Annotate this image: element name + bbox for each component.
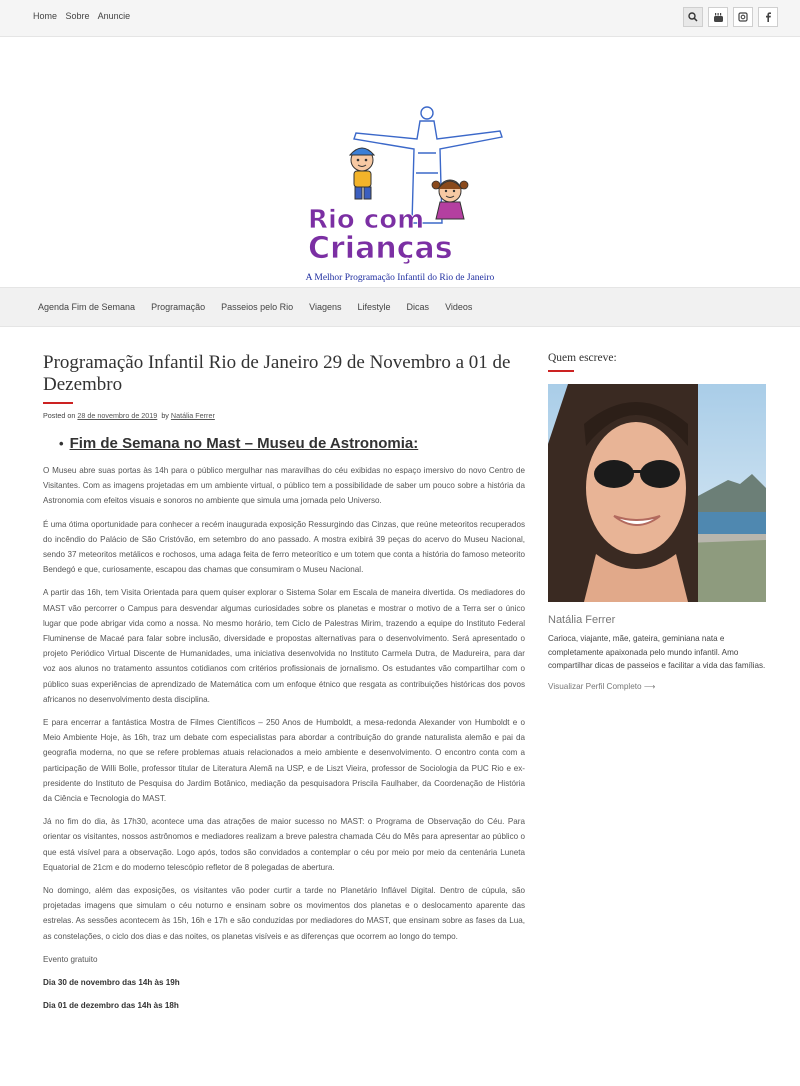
nav-item-viagens[interactable]: Viagens [309, 302, 342, 312]
author-photo [548, 384, 766, 602]
view-profile-link[interactable]: Visualizar Perfil Completo ⟶ [548, 681, 656, 691]
instagram-icon[interactable] [733, 7, 753, 27]
nav-item-lifestyle[interactable]: Lifestyle [357, 302, 391, 312]
top-nav-home[interactable]: Home [33, 11, 58, 21]
paragraph-6: No domingo, além das exposições, os visitantes vão poder curtir a tarde no Planetário Inflável Digital. Dentro de cúpula, são projetadas imagens que simulam o céu noturno e ensinam sobre os movimentos dos planetas e o deslocamento aparente das estrelas. As sessões acontecem às 15h, 16h e 17h e são conduzidas por mediadores do MAST, que ensinam sobre as fases da Lua, as constelações, o ciclo dos dias e das noites, os planetas visíveis e as diferenças que ocorrem ao longo do tempo. [43, 886, 525, 941]
schedule-saturday: Dia 30 de novembro das 14h às 19h [43, 978, 180, 988]
search-icon[interactable] [683, 7, 703, 27]
paragraph-5: Já no fim do dia, às 17h30, acontece uma das atrações de maior sucesso no MAST: o Programa de Observação do Céu. Para orientar os visitantes, nossos astrônomos e mediadores realizam a breve palestra chamada Céu do Mês para apresentar ao público o que está visível para a observação. Logo após, todos são convidados a contemplar o céu por meio por meio da centenária Luneta Equatorial de 21cm e do moderno telescópio refletor de 8 polegadas de abertura. [43, 817, 525, 872]
section-heading-text: Fim de Semana no Mast – Museu de Astronomia: [69, 435, 419, 452]
paragraph-2: É uma ótima oportunidade para conhecer a recém inaugurada exposição Ressurgindo das Cinzas, que reúne meteoritos recuperados do incêndio do Palácio de São Cristóvão, em setembro do ano passado. A mostra exibirá 39 peças do acervo do Museu Nacional, sendo 37 meteoritos metálicos e rochosos, uma adaga feita de ferro meteorítico e um totem que conta a história do famoso meteorito Bendegó e que, curiosamente, escapou das chamas que consumiram o Museu Nacional. [43, 519, 525, 575]
nav-item-agenda[interactable]: Agenda Fim de Semana [38, 302, 136, 312]
top-nav-sobre[interactable]: Sobre [65, 11, 90, 21]
facebook-icon[interactable] [758, 7, 778, 27]
social-icons [683, 7, 778, 27]
nav-item-dicas[interactable]: Dicas [406, 302, 430, 312]
bullet-icon: • [59, 436, 64, 451]
post-date-link[interactable]: 28 de novembro de 2019 [77, 411, 158, 420]
post-author-link[interactable]: Natália Ferrer [170, 411, 215, 420]
post-title: Programação Infantil Rio de Janeiro 29 de Novembro a 01 de Dezembro [43, 352, 511, 395]
section-heading [59, 435, 525, 452]
youtube-icon[interactable] [708, 7, 728, 27]
post-content [43, 352, 525, 1014]
site-tagline: A Melhor Programação Infantil do Rio de Janeiro [305, 273, 495, 283]
sidebar [548, 352, 766, 691]
site-header [0, 37, 800, 288]
author-bio: Carioca, viajante, mãe, gateira, geminiana nata e completamente apaixonada pelo mundo infantil. Amo compartilhar dicas de passeios e facilitar a vida das famílias. [548, 634, 766, 670]
paragraph-1: O Museu abre suas portas às 14h para o público mergulhar nas maravilhas do céu exibidas no espaço imersivo do novo Centro de Visitantes. Com as imagens projetadas em um ambiente virtual, o público tem a possibilidade de saber um pouco sobre a história da Astronomia com efeitos visuais e sonoros no ambiente que simula uma jornada pelo Universo. [43, 466, 525, 506]
posted-on-label: Posted on [43, 411, 76, 420]
post-meta [43, 411, 525, 420]
logo-text-line1: Rio com [308, 205, 425, 235]
author-name: Natália Ferrer [548, 614, 616, 626]
top-bar [0, 0, 800, 37]
nav-item-videos[interactable]: Videos [445, 302, 473, 312]
schedule-sunday: Dia 01 de dezembro das 14h às 18h [43, 1001, 179, 1011]
main-nav [0, 287, 800, 327]
top-nav [33, 11, 136, 21]
free-event-text: Evento gratuito [43, 954, 98, 964]
paragraph-3: A partir das 16h, tem Visita Orientada para quem quiser explorar o Sistema Solar em Escala de maneira divertida. Os mediadores do MAST vão percorrer o Campus para desvendar algumas curiosidades sobre os planetas e mostrar o motivo de a Terra ser o único lugar que pode abrigar vida como a nossa. No mesmo horário, tem Ciclo de Palestras Mirim, trazendo a equipe do Instituto Federal Fluminense de Macaé para falar sobre inclusão, diversidade e propostas alternativas para o desenvolvimento. Será apresentado o projeto Periódico Virtual Discente de Humanidades, uma iniciativa desenvolvida no Instituto Carmela Dutra, de Madureira, para dar voz aos alunos no tratamento assuntos cotidianos com critérios profissionais de jornalismo. Os estudantes vão compartilhar com o público suas experiências de aprendizado de Matemática com um enfoque étnico que resgata as contribuições históricas dos povos africanos no desenvolvimento desta disciplina. [43, 588, 525, 704]
paragraph-4: E para encerrar a fantástica Mostra de Filmes Científicos – 250 Anos de Humboldt, a mesa-redonda Alexander von Humboldt e o Meio Ambiente Hoje, às 16h, traz um debate com especialistas para abordar a contribuição do grande naturalista alemão e pai da geografia moderna, no que se refere problemas atuais relacionados a meio ambiente e desenvolvimento. O encontro conta com a participação de Willi Bolle, professor titular de Literatura Alemã na USP, e de Liszt Vieira, professor de Sociologia da PUC Rio e ex-presidente do Instituto de Pesquisa do Jardim Botânico, mediação da pesquisadora Priscila Faulhaber, da Coordenação de História da Ciência e Tecnologia do MAST. [43, 718, 525, 804]
top-nav-anuncie[interactable]: Anuncie [97, 11, 131, 21]
logo-text-line2: Crianças [308, 231, 453, 266]
nav-item-programacao[interactable]: Programação [151, 302, 206, 312]
nav-item-passeios[interactable]: Passeios pelo Rio [221, 302, 294, 312]
site-logo[interactable] [300, 103, 510, 273]
sidebar-title-underline [548, 370, 574, 372]
title-underline [43, 402, 73, 404]
sidebar-title: Quem escreve: [548, 352, 617, 364]
by-label: by [161, 411, 169, 420]
